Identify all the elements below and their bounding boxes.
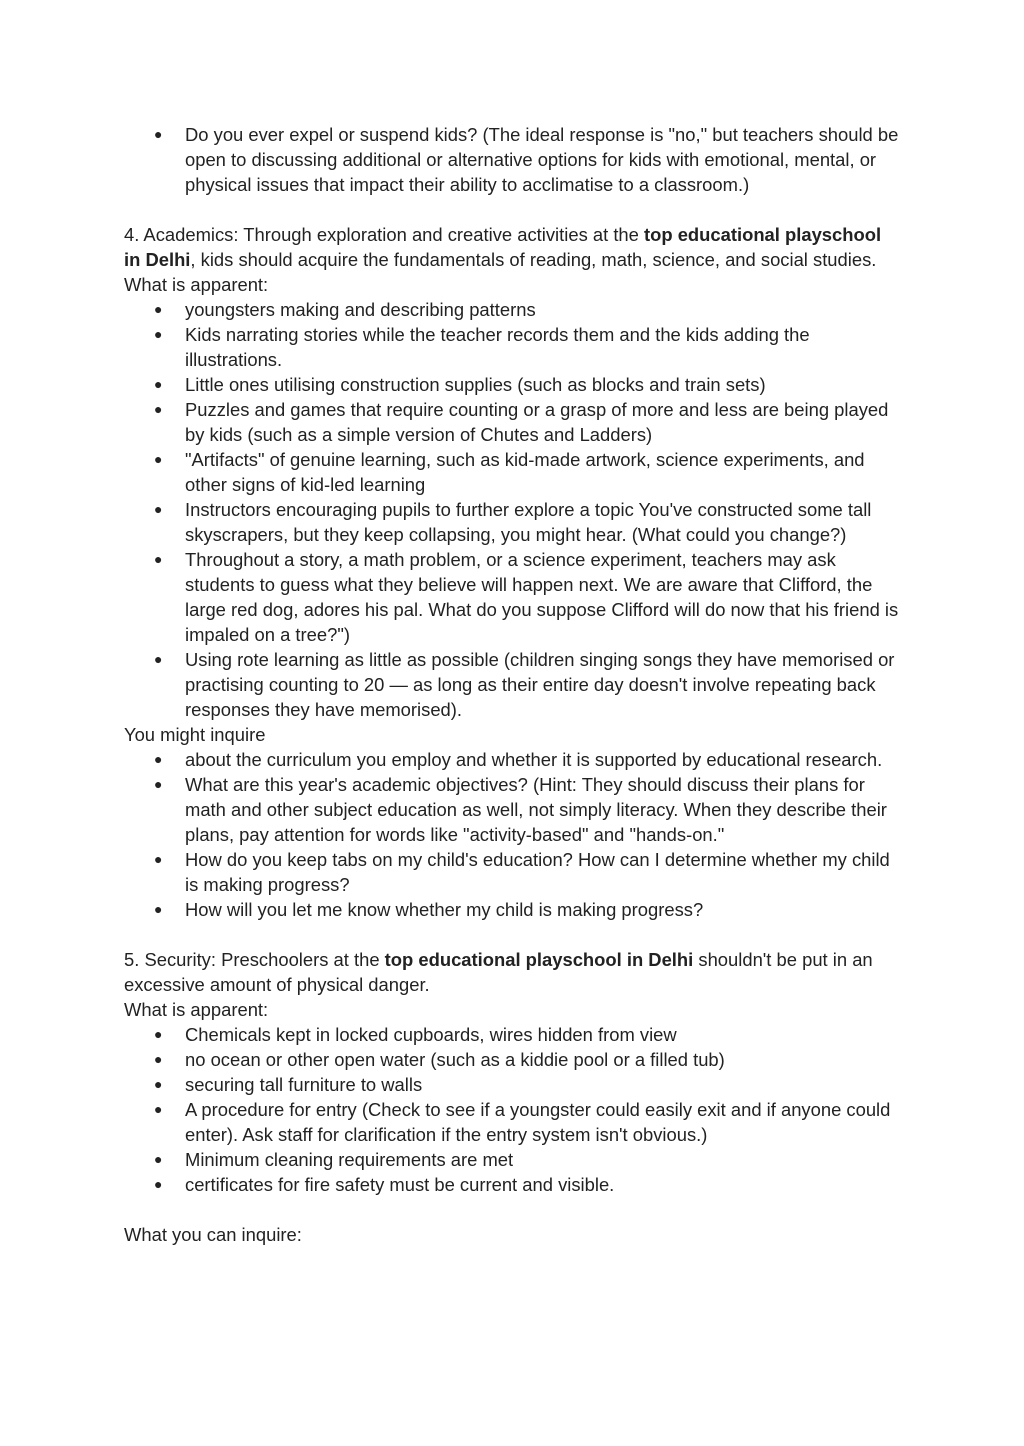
- list-item-text: "Artifacts" of genuine learning, such as kid-made artwork, science experiments, and other signs of kid-led learning: [185, 449, 865, 495]
- list-item: [124, 1047, 900, 1072]
- section5-inquire-label: What you can inquire:: [124, 1224, 302, 1245]
- bullet-icon: ●: [154, 501, 163, 517]
- section5-intro: [124, 947, 900, 997]
- section4-apparent-list: [124, 297, 900, 722]
- bullet-icon: ●: [154, 326, 163, 342]
- bullet-icon: ●: [154, 1151, 163, 1167]
- list-item-text: certificates for fire safety must be current and visible.: [185, 1174, 615, 1195]
- list-item-text: about the curriculum you employ and whether it is supported by educational research.: [185, 749, 883, 770]
- list-item-text: Do you ever expel or suspend kids? (The ideal response is "no," but teachers should be open to discussing additional or alternative options for kids with emotional, mental, or physical issues that impact their ability to acclimatise to a classroom.): [185, 124, 899, 195]
- section5-apparent-label: What is apparent:: [124, 999, 269, 1020]
- list-item-text: Kids narrating stories while the teacher records them and the kids adding the illustrations.: [185, 324, 810, 370]
- bullet-icon: ●: [154, 126, 163, 142]
- section5-intro-bold: top educational playschool in Delhi: [384, 949, 694, 970]
- bullet-icon: ●: [154, 1101, 163, 1117]
- list-item: [124, 1172, 900, 1197]
- bullet-icon: ●: [154, 851, 163, 867]
- bullet-icon: ●: [154, 901, 163, 917]
- section4-inquire-label: You might inquire: [124, 724, 266, 745]
- section4-inquire-list: [124, 747, 900, 922]
- list-item-text: no ocean or other open water (such as a kiddie pool or a filled tub): [185, 1049, 725, 1070]
- list-item: [124, 397, 900, 447]
- list-item-text: Puzzles and games that require counting or a grasp of more and less are being played by kids (such as a simple version of Chutes and Ladders): [185, 399, 889, 445]
- list-item: [124, 1147, 900, 1172]
- list-item: [124, 647, 900, 722]
- list-item-text: Minimum cleaning requirements are met: [185, 1149, 514, 1170]
- section5-intro-text: 5. Security: Preschoolers at the: [124, 949, 385, 970]
- bullet-icon: ●: [154, 651, 163, 667]
- section4-apparent-label: What is apparent:: [124, 274, 269, 295]
- list-item-text: How will you let me know whether my child is making progress?: [185, 899, 704, 920]
- list-item-text: Instructors encouraging pupils to further explore a topic You've constructed some tall skyscrapers, but they keep collapsing, you might hear. (What could you change?): [185, 499, 872, 545]
- section4-intro-text: 4. Academics: Through exploration and creative activities at the: [124, 224, 644, 245]
- section4-intro: [124, 222, 900, 272]
- bullet-icon: ●: [154, 1176, 163, 1192]
- list-item-text: A procedure for entry (Check to see if a youngster could easily exit and if anyone could enter). Ask staff for clarification if the entry system isn't obvious.): [185, 1099, 891, 1145]
- list-item-text: How do you keep tabs on my child's education? How can I determine whether my child is making progress?: [185, 849, 890, 895]
- list-item: [124, 897, 900, 922]
- list-item: [124, 372, 900, 397]
- section3-list: [124, 122, 900, 197]
- section5-apparent-list: [124, 1022, 900, 1197]
- bullet-icon: ●: [154, 376, 163, 392]
- list-item: [124, 122, 900, 197]
- section4-intro-text-end: , kids should acquire the fundamentals of reading, math, science, and social studies.: [190, 249, 877, 270]
- list-item: [124, 447, 900, 497]
- bullet-icon: ●: [154, 751, 163, 767]
- list-item-text: Chemicals kept in locked cupboards, wires hidden from view: [185, 1024, 677, 1045]
- bullet-icon: ●: [154, 401, 163, 417]
- bullet-icon: ●: [154, 451, 163, 467]
- list-item-text: Little ones utilising construction supplies (such as blocks and train sets): [185, 374, 766, 395]
- list-item: [124, 747, 900, 772]
- list-item: [124, 1022, 900, 1047]
- list-item: [124, 1097, 900, 1147]
- list-item-text: Using rote learning as little as possible (children singing songs they have memorised or practising counting to 20 — as long as their entire day doesn't involve repeating back responses they have memorised).: [185, 649, 895, 720]
- paragraph-gap: [124, 1197, 900, 1222]
- section4-intro-bold: top educational playschool in Delhi: [124, 224, 882, 270]
- list-item: [124, 847, 900, 897]
- list-item-text: youngsters making and describing patterns: [185, 299, 536, 320]
- bullet-icon: ●: [154, 1076, 163, 1092]
- bullet-icon: ●: [154, 301, 163, 317]
- list-item: [124, 497, 900, 547]
- section5-intro-text-end: shouldn't be put in an excessive amount of physical danger.: [124, 949, 873, 995]
- list-item: [124, 322, 900, 372]
- bullet-icon: ●: [154, 776, 163, 792]
- paragraph-gap: [124, 197, 900, 222]
- list-item: [124, 297, 900, 322]
- document-page: [124, 122, 900, 1247]
- bullet-icon: ●: [154, 1026, 163, 1042]
- paragraph-gap: [124, 922, 900, 947]
- list-item: [124, 1072, 900, 1097]
- list-item: [124, 772, 900, 847]
- list-item: [124, 547, 900, 647]
- bullet-icon: ●: [154, 551, 163, 567]
- bullet-icon: ●: [154, 1051, 163, 1067]
- list-item-text: What are this year's academic objectives? (Hint: They should discuss their plans for math and other subject education as well, not simply literacy. When they describe their plans, pay attention for words like "activity-based" and "hands-on.": [185, 774, 887, 845]
- list-item-text: securing tall furniture to walls: [185, 1074, 423, 1095]
- list-item-text: Throughout a story, a math problem, or a science experiment, teachers may ask students to guess what they believe will happen next. We are aware that Clifford, the large red dog, adores his pal. What do you suppose Clifford will do now that his friend is impaled on a tree?"): [185, 549, 899, 645]
